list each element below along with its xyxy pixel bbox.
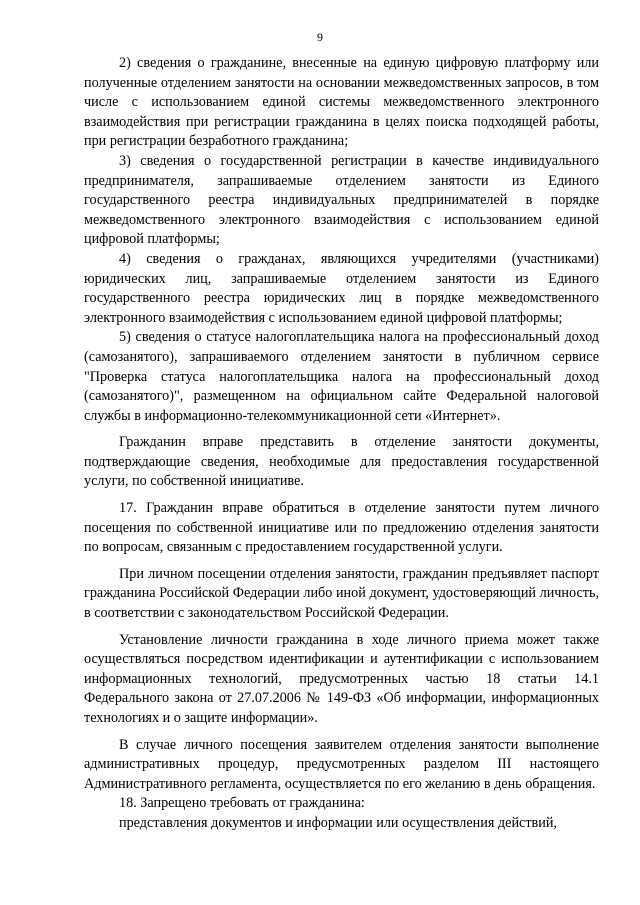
paragraph-item-3: 3) сведения о государственной регистрации в качестве индивидуального предпринимателя, запрашиваемые отделением занятости из Единого государственного реестра индивидуальных предпринимателей в порядке межведомственного электронного взаимодействия с использованием единой цифровой платформы; (84, 152, 599, 248)
paragraph-passport: При личном посещении отделения занятости, гражданин предъявляет паспорт гражданина Российской Федерации либо иной документ, удостоверяющий личность, в соответствии с законодательством Российской Федерации. (84, 565, 599, 622)
paragraph-administrative-procedures: В случае личного посещения заявителем отделения занятости выполнение административных процедур, предусмотренных разделом III настоящего Административного регламента, осуществляется по его желанию в день обращения. (84, 736, 599, 792)
page-number: 9 (317, 30, 323, 44)
paragraph-own-initiative: Гражданин вправе представить в отделение занятости документы, подтверждающие сведения, необходимые для предоставления государственной услуги, по собственной инициативе. (84, 434, 599, 490)
paragraph-item-4: 4) сведения о гражданах, являющихся учредителями (участниками) юридических лиц, запрашиваемые отделением занятости из Единого государственного реестра юридических лиц в порядке межведомственного электронного взаимодействия с использованием единой цифровой платформы; (84, 250, 599, 326)
paragraph-clause-18: 18. Запрещено требовать от гражданина: (119, 795, 365, 812)
paragraph-item-5: 5) сведения о статусе налогоплательщика налога на профессиональный доход (самозанятого), запрашиваемого отделением занятости в публичном сервисе "Проверка статуса налогоплательщика налога на профессиональный доход (самозанятого)", размещенном на официальном сайте Федеральной налоговой службы в информационно-телекоммуникационной сети «Интернет». (84, 329, 599, 424)
paragraph-item-2: 2) сведения о гражданине, внесенные на единую цифровую платформу или полученные отделением занятости на основании межведомственных запросов, в том числе с использованием единой системы межведомственного электронного взаимодействия при регистрации гражданина в целях поиска подходящей работы, при регистрации безработного гражданина; (84, 55, 599, 150)
paragraph-clause-17: 17. Гражданин вправе обратиться в отделение занятости путем личного посещения по собственной инициативе или по предложению отделения занятости по вопросам, связанным с предоставлением государственной услуги. (84, 500, 599, 556)
paragraph-clause-18-continuation: представления документов и информации или осуществления действий, (119, 814, 557, 831)
document-body (84, 54, 599, 834)
paragraph-identification: Установление личности гражданина в ходе личного приема может также осуществляться посредством идентификации и аутентификации с использованием информационных технологий, предусмотренных частью 18 статьи 14.1 Федерального закона от 27.07.2006 № 149-ФЗ «Об информации, информационных технологиях и о защите информации». (84, 631, 599, 726)
